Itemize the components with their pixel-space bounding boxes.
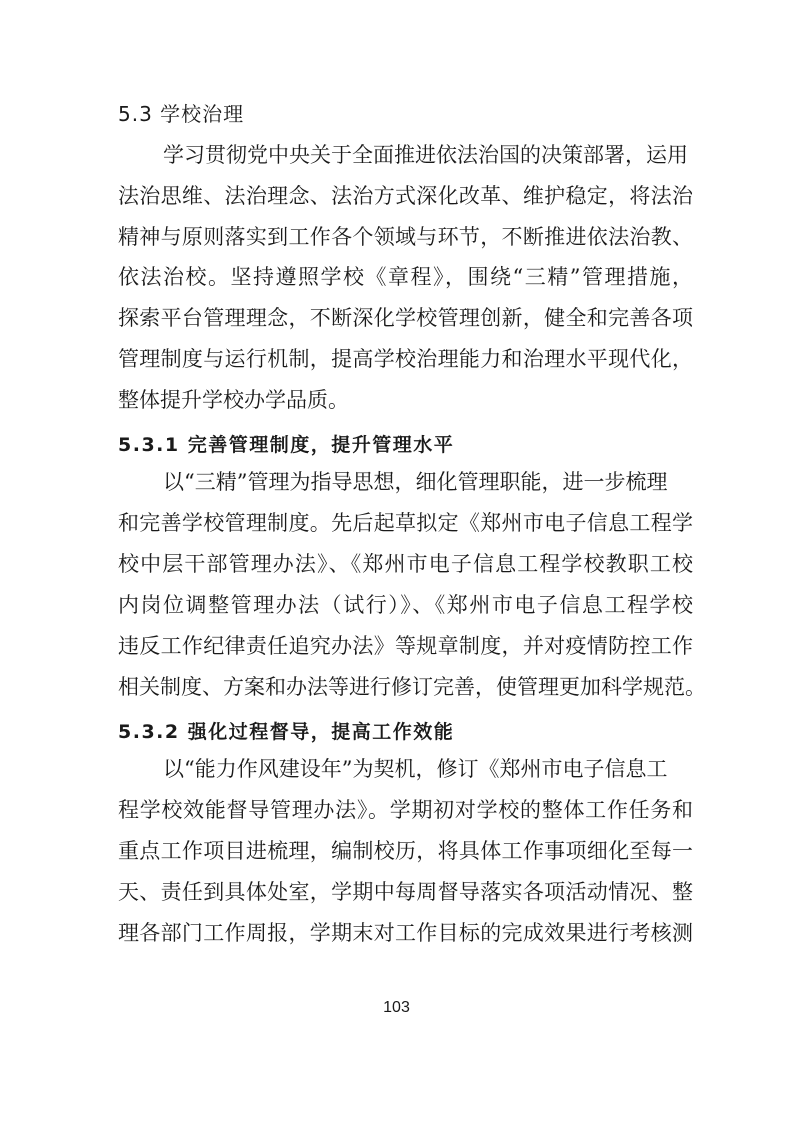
- paragraph-line: 整体提升学校办学品质。: [118, 388, 349, 412]
- paragraph-line: 和完善学校管理制度。先后起草拟定《郑州市电子信息工程学: [118, 511, 693, 535]
- paragraph-line: 管理制度与运行机制，提高学校治理能力和治理水平现代化，: [118, 347, 693, 371]
- section-heading-5-3: 5.3 学校治理: [118, 102, 245, 126]
- paragraph-line: 理各部门工作周报，学期末对工作目标的完成效果进行考核测: [118, 921, 693, 945]
- paragraph-line: 法治思维、法治理念、法治方式深化改革、维护稳定，将法治: [118, 184, 693, 208]
- page-number: 103: [383, 999, 410, 1016]
- paragraph-line: 内岗位调整管理办法（试行）》、《郑州市电子信息工程学校: [118, 593, 693, 617]
- section-heading-5-3-2: 5.3.2 强化过程督导，提高工作效能: [118, 721, 455, 743]
- paragraph-line: 天、责任到具体处室，学期中每周督导落实各项活动情况、整: [118, 880, 693, 904]
- paragraph-line: 以“三精”管理为指导思想，细化管理职能，进一步梳理: [163, 470, 668, 494]
- paragraph-line: 以“能力作风建设年”为契机，修订《郑州市电子信息工: [163, 757, 668, 781]
- paragraph-line: 相关制度、方案和办法等进行修订完善，使管理更加科学规范。: [118, 675, 706, 699]
- paragraph-line: 依法治校。坚持遵照学校《章程》，围绕“三精”管理措施，: [118, 265, 693, 289]
- paragraph-line: 精神与原则落实到工作各个领域与环节，不断推进依法治教、: [118, 225, 693, 249]
- paragraph-line: 校中层干部管理办法》、《郑州市电子信息工程学校教职工校: [118, 552, 693, 576]
- paragraph-line: 程学校效能督导管理办法》。学期初对学校的整体工作任务和: [118, 798, 693, 822]
- paragraph-line: 违反工作纪律责任追究办法》等规章制度，并对疫情防控工作: [118, 634, 693, 658]
- paragraph-line: 重点工作项目进梳理，编制校历，将具体工作事项细化至每一: [118, 839, 693, 863]
- paragraph-line: 学习贯彻党中央关于全面推进依法治国的决策部署，运用: [163, 143, 688, 167]
- paragraph-line: 探索平台管理理念，不断深化学校管理创新，健全和完善各项: [118, 306, 693, 330]
- section-heading-5-3-1: 5.3.1 完善管理制度，提升管理水平: [118, 434, 455, 456]
